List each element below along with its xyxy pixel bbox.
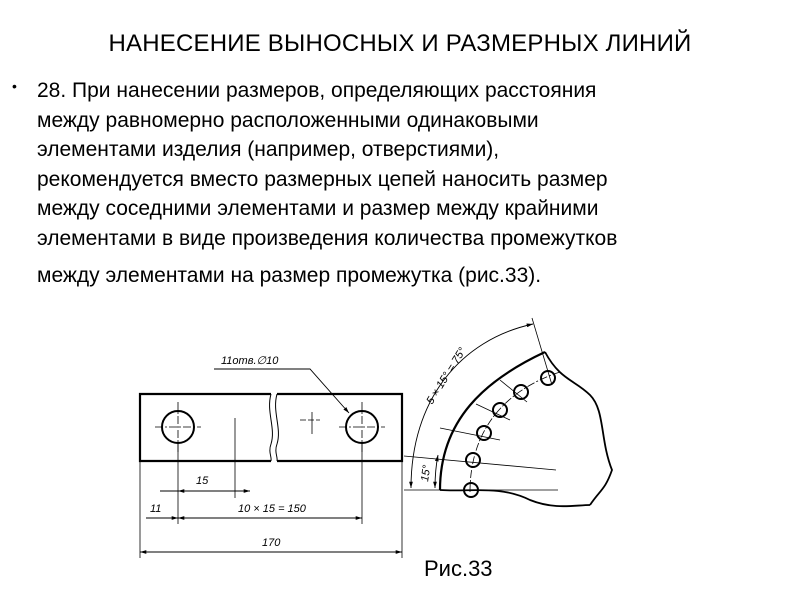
- linear-part-drawing: [140, 369, 402, 558]
- paragraph-line: между соседними элементами и размер между крайними: [37, 197, 599, 220]
- label-total: 170: [262, 537, 281, 549]
- paragraph-line: элементами в виде произведения количества промежутков: [37, 226, 618, 250]
- angular-dimension-labels: [419, 345, 469, 482]
- label-pitch: 15: [196, 475, 209, 487]
- bullet-marker: •: [12, 78, 17, 94]
- label-angle-chain: 5 × 15° = 75°: [424, 345, 469, 407]
- linear-dimension-labels: [150, 355, 307, 549]
- label-angle-pitch: 15°: [419, 464, 434, 483]
- figure-caption: Рис.33: [424, 556, 493, 581]
- label-holes: 11отв.∅10: [221, 355, 279, 367]
- paragraph-line: 28. При нанесении размеров, определяющих расстояния: [37, 79, 597, 102]
- paragraph-line: элементами изделия (например, отверстиями),: [37, 138, 500, 161]
- paragraph-line: между равномерно расположенными одинаковыми: [37, 108, 539, 132]
- flange-hole: [466, 453, 480, 467]
- label-offset: 11: [150, 503, 162, 515]
- paragraph-line: между элементами на размер промежутка (рис.33).: [37, 264, 542, 287]
- label-chain: 10 × 15 = 150: [238, 503, 306, 515]
- slide-title: НАНЕСЕНИЕ ВЫНОСНЫХ И РАЗМЕРНЫХ ЛИНИЙ: [108, 30, 692, 57]
- paragraph-line: рекомендуется вместо размерных цепей наносить размер: [37, 167, 608, 191]
- flange-hole: [541, 371, 555, 385]
- angular-part-drawing: [404, 318, 612, 506]
